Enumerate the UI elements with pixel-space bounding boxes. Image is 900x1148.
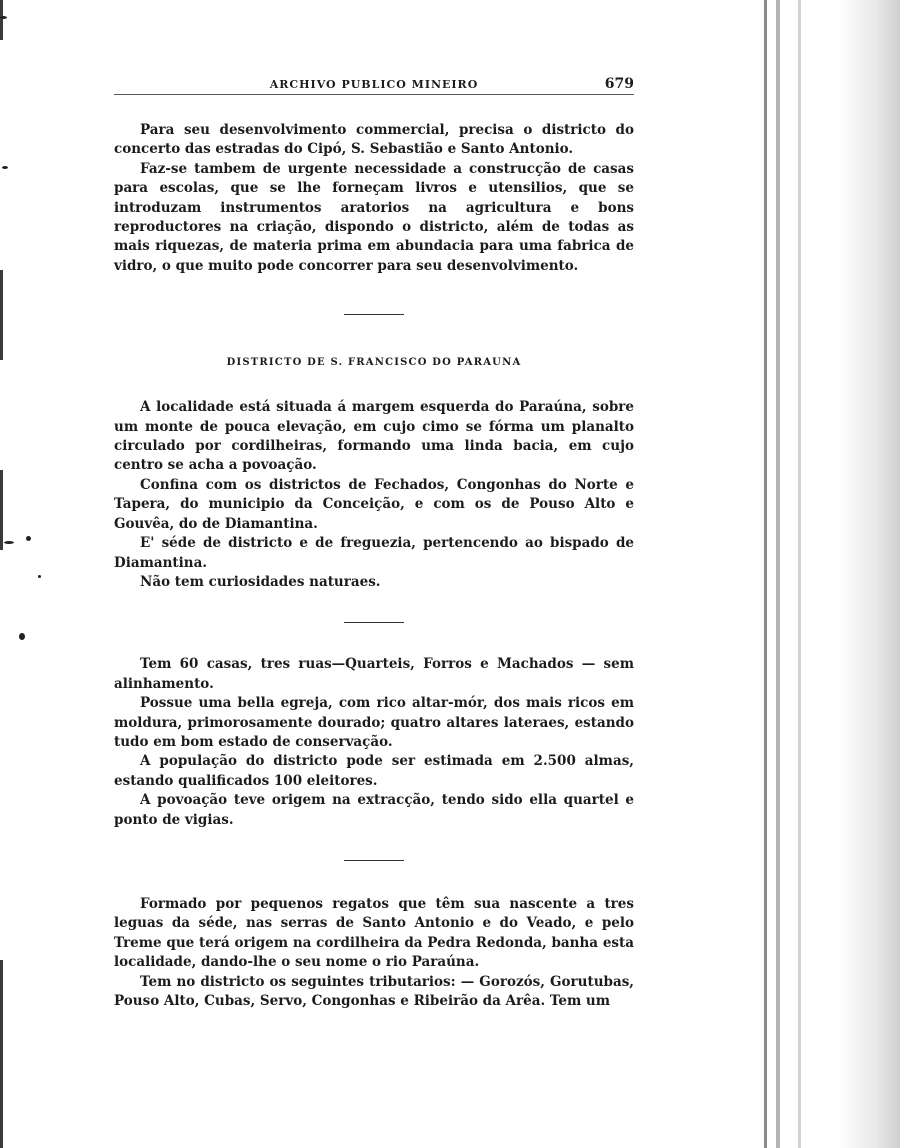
- binding-edge-line: [764, 0, 767, 1148]
- scan-speck: [4, 541, 14, 544]
- paragraph: Formado por pequenos regatos que têm sua nascente a tres leguas da séde, nas serras de Santo Antonio e do Veado, e pelo Treme que terá origem na cordilheira da Pedra Redonda, banha esta localidade, dando-lhe o seu nome o rio Paraúna.: [114, 895, 634, 971]
- section-heading: DISTRICTO DE S. FRANCISCO DO PARAUNA: [226, 357, 522, 369]
- scan-edge-mark: [0, 960, 3, 1148]
- paragraph: Tem no districto os seguintes tributarios: — Gorozós, Gorutubas, Pouso Alto, Cubas, Servo, Congonhas e Ribeirão da Arêa. Tem um: [114, 973, 634, 1009]
- paragraph: A população do districto pode ser estimada em 2.500 almas, estando qualificados 100 eleitores.: [114, 753, 634, 789]
- running-header: [114, 70, 634, 95]
- scan-edge-mark: [0, 470, 3, 550]
- binding-edge-line: [776, 0, 780, 1148]
- running-title: ARCHIVO PUBLICO MINEIRO: [269, 78, 479, 91]
- paragraph: Faz-se tambem de urgente necessidade a construcção de casas para escolas, que se lhe forneçam livros e utensilios, que se introduzam instrumentos aratorios na agricultura e bons reproductores na criação, dispondo o districto, além de todas as mais riquezas, de materia prima em abundacia para uma fabrica de vidro, o que muito pode concorrer para seu desenvolvimento.: [114, 160, 634, 274]
- scan-speck: [26, 536, 31, 541]
- paragraph: A povoação teve origem na extracção, tendo sido ella quartel e ponto de vigias.: [114, 792, 634, 828]
- paragraph: Não tem curiosidades naturaes.: [140, 573, 381, 590]
- scan-speck: [2, 166, 8, 169]
- scan-edge-mark: [0, 270, 3, 360]
- paragraph: Confina com os districtos de Fechados, Congonhas do Norte e Tapera, do municipio da Conceição, e com os de Pouso Alto e Gouvêa, do de Diamantina.: [114, 476, 634, 532]
- page-number: 679: [604, 76, 634, 92]
- paragraph: Tem 60 casas, tres ruas—Quarteis, Forros e Machados — sem alinhamento.: [114, 656, 634, 692]
- paragraph: Para seu desenvolvimento commercial, precisa o districto do concerto das estradas do Cipó, S. Sebastião e Santo Antonio.: [114, 122, 634, 158]
- section-divider: [344, 314, 404, 315]
- scan-speck: [38, 575, 41, 578]
- paragraph: Possue uma bella egreja, com rico altar-mór, dos mais ricos em moldura, primorosamente dourado; quatro altares lateraes, estando tudo em bom estado de conservação.: [114, 695, 634, 750]
- scan-edge-mark: [0, 0, 3, 40]
- paragraph: A localidade está situada á margem esquerda do Paraúna, sobre um monte de pouca elevação, em cujo cimo se fórma um planalto circulado por cordilheiras, formando uma linda bacia, em cujo centro se acha a povoação.: [114, 399, 634, 474]
- document-page: [114, 70, 634, 1011]
- binding-shadow: [776, 0, 900, 1148]
- scan-speck: [19, 633, 25, 640]
- scan-speck: [0, 16, 7, 19]
- binding-edge-line: [798, 0, 801, 1148]
- paragraph: E' séde de districto e de freguezia, pertencendo ao bispado de Diamantina.: [114, 535, 634, 571]
